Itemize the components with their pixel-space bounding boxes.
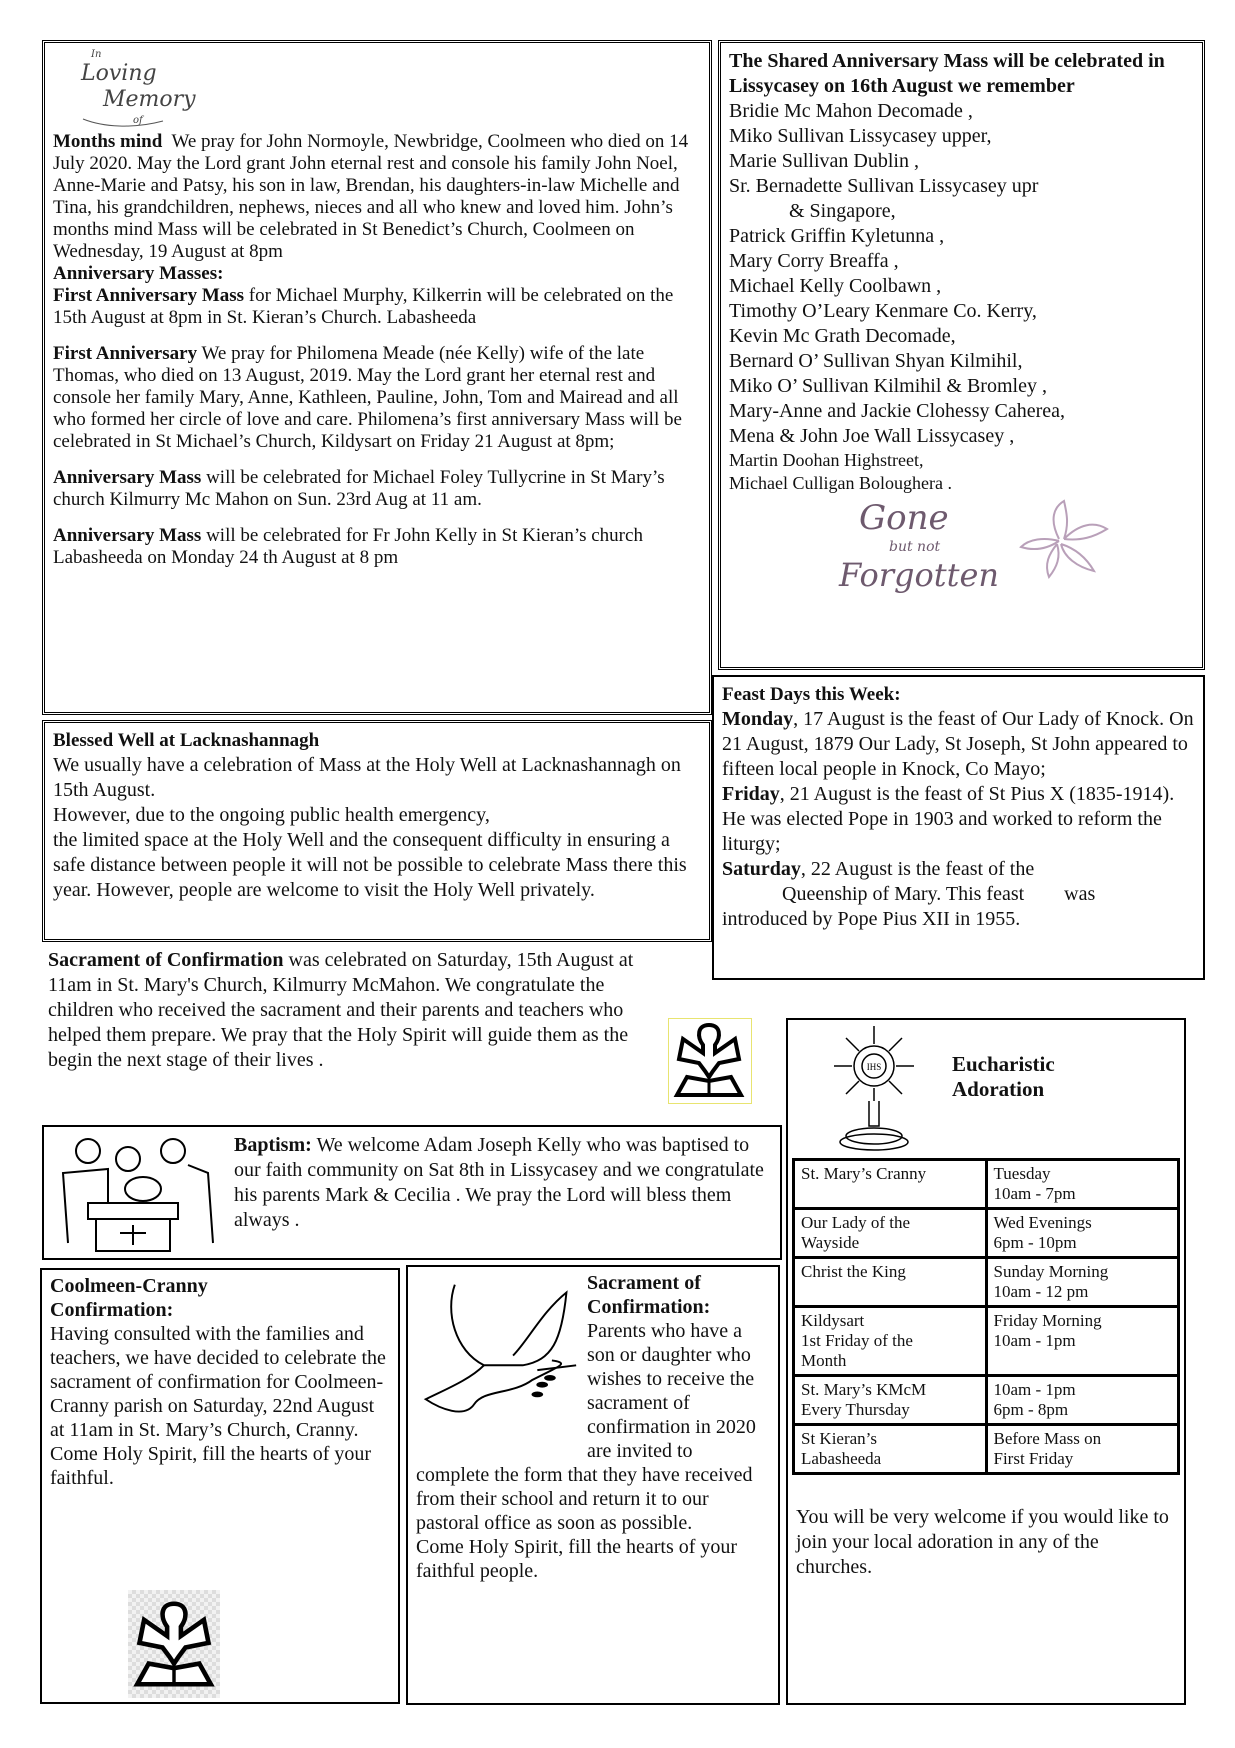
- baptism-paragraph: [234, 1133, 770, 1233]
- monday-label: Monday: [722, 708, 794, 730]
- baptism-font-icon: [48, 1131, 226, 1255]
- anniv-mass1-heading: Anniversary Mass: [53, 467, 202, 488]
- sacrament-text: Parents who have a son or daughter who wishes to receive the sacrament of confirmation in 2020 are invited to complete the form that they have received from their school and return it to our pastoral office as soon as possible.: [416, 1320, 756, 1534]
- confirmation-notice-text: was celebrated on Saturday, 15th August at 11am in St. Mary's Church, Kilmurry McMahon. We congratulate the children who received the sacrament and their parents and teachers who helped them prepare. We pray that the Holy Spirit will guide them as the begin the next stage of their lives .: [48, 949, 634, 1071]
- feast-monday: [722, 707, 1195, 782]
- logo-loving: Loving: [81, 61, 157, 86]
- anniversary-mass-1: [53, 467, 701, 511]
- confirmation-notice-paragraph: [48, 948, 658, 1073]
- baptism-heading: Baptism:: [234, 1134, 312, 1156]
- name-item: Michael Culligan Boloughera .: [729, 473, 952, 493]
- shared-anniversary-box: [718, 40, 1205, 670]
- anniv-mass2-heading: Anniversary Mass: [53, 525, 202, 546]
- adoration-row: [794, 1307, 1179, 1376]
- adoration-time-cell: 10am - 1pm 6pm - 8pm: [986, 1376, 1179, 1425]
- adoration-church-cell: Our Lady of the Wayside: [794, 1209, 987, 1258]
- logo-forgotten: Forgotten: [839, 556, 1000, 594]
- months-mind-text: We pray for John Normoyle, Newbridge, Coolmeen who died on 14 July 2020. May the Lord grant John eternal rest and console his family John Noel, Anne-Marie and Patsy, his son in law, Brendan, his daughters-in-law Michelle and Tina, his grandchildren, nephews, nieces and all who knew and loved him. John’s months mind Mass will be celebrated in St Benedict’s Church, Coolmeen on Wednesday, 19 August at 8pm: [53, 131, 689, 262]
- sacrament-confirmation-box: [406, 1265, 780, 1705]
- adoration-time-cell: Wed Evenings 6pm - 10pm: [986, 1209, 1179, 1258]
- first-anniversary-mass: [53, 285, 701, 329]
- coolmeen-cranny-box: [40, 1268, 400, 1704]
- blessed-well-text: We usually have a celebration of Mass at the Holy Well at Lacknashannagh on 15th August.: [53, 754, 681, 801]
- eucharistic-adoration-box: [786, 1018, 1186, 1705]
- blessed-well-text-2: However, due to the ongoing public health emergency,: [53, 804, 490, 826]
- confirmation-notice: [48, 948, 658, 1118]
- adoration-time-cell: Friday Morning 10am - 1pm: [986, 1307, 1179, 1376]
- in-loving-memory-logo: [73, 49, 701, 131]
- name-item: Mary Corry Breaffa ,: [729, 250, 899, 272]
- coolmeen-text: Having consulted with the families and teachers, we have decided to celebrate the sacrament of confirmation for Coolmeen-Cranny parish on Saturday, 22nd August at 11am in St. Mary’s Church, Cranny. Come Holy Spirit, fill the hearts of your faithful.: [50, 1323, 386, 1489]
- sacrament-text-2: Come Holy Spirit, fill the hearts of your faithful people.: [416, 1536, 738, 1582]
- adoration-row: [794, 1258, 1179, 1307]
- friday-label: Friday: [722, 783, 780, 805]
- saturday-text: , 22 August is the feast of the: [800, 858, 1035, 880]
- name-item: Michael Kelly Coolbawn ,: [729, 275, 942, 297]
- shared-anniversary-heading: The Shared Anniversary Mass will be celebrated in Lissycasey on 16th August we remember: [729, 50, 1165, 97]
- logo-memory: Memory: [103, 87, 196, 112]
- logo-of: of: [133, 115, 143, 126]
- first-anniv-text: We pray for Philomena Meade (née Kelly) wife of the late Thomas, who died on 13 August, 2019. May the Lord grant her eternal rest and console her family Mary, Anne, Kathleen, Pauline, John, Tom and Mairead and all who formed her circle of love and care. Philomena’s first anniversary Mass will be celebrated in St Michael’s Church, Kildysart on Friday 21 August at 8pm;: [53, 343, 682, 452]
- adoration-row: [794, 1160, 1179, 1209]
- feast-saturday-2: Queenship of Mary. This feast was: [782, 883, 1096, 905]
- confirmation-notice-heading: Sacrament of Confirmation: [48, 949, 284, 971]
- feast-friday: [722, 782, 1195, 857]
- baptism-box: [42, 1125, 782, 1260]
- adoration-footer: You will be very welcome if you would like to join your local adoration in any of the churches.: [796, 1506, 1169, 1578]
- lily-icon: [1019, 499, 1109, 579]
- name-item: Mary-Anne and Jackie Clohessy Caherea,: [729, 400, 1065, 422]
- sacrament-heading: Sacrament of Confirmation:: [587, 1272, 711, 1318]
- adoration-row: [794, 1376, 1179, 1425]
- friday-text: , 21 August is the feast of St Pius X (1835-1914). He was elected Pope in 1903 and worked to reform the liturgy;: [722, 783, 1175, 855]
- logo-in: In: [91, 49, 102, 60]
- blessed-well-box: [42, 720, 712, 942]
- blessed-well-text-3: the limited space at the Holy Well and the consequent difficulty in ensuring a safe distance between people it will not be possible to celebrate Mass there this year. However, people are welcome to visit the Holy Well privately.: [53, 829, 687, 901]
- anniv-mass2-text: will be celebrated for Fr John Kelly in St Kieran’s church Labasheeda on Monday 24 th August at 8 pm: [53, 525, 643, 568]
- ihs-label: IHS: [866, 1062, 882, 1072]
- first-anniversary: [53, 343, 701, 453]
- logo-gone: Gone: [859, 498, 949, 538]
- dove-book-icon: [668, 1018, 752, 1104]
- monstrance-icon: [814, 1026, 934, 1156]
- adoration-time-cell: Before Mass on First Friday: [986, 1425, 1179, 1474]
- adoration-time-cell: Sunday Morning 10am - 12 pm: [986, 1258, 1179, 1307]
- name-item: Martin Doohan Highstreet,: [729, 450, 924, 470]
- dove-olive-branch-icon: [416, 1273, 581, 1443]
- anniversary-mass-2: [53, 525, 701, 569]
- name-item: & Singapore,: [789, 200, 896, 222]
- adoration-row: [794, 1425, 1179, 1474]
- name-item: Patrick Griffin Kyletunna ,: [729, 225, 945, 247]
- feast-saturday: [722, 857, 1195, 882]
- anniversary-heading: Anniversary Masses:: [53, 263, 224, 284]
- name-item: Mena & John Joe Wall Lissycasey ,: [729, 425, 1015, 447]
- adoration-church-cell: St Kieran’s Labasheeda: [794, 1425, 987, 1474]
- baptism-illustration: [48, 1131, 226, 1255]
- feast-days-box: [712, 675, 1205, 980]
- memory-box: [42, 40, 712, 715]
- feast-days-heading: Feast Days this Week:: [722, 684, 901, 705]
- adoration-church-cell: St. Mary’s Cranny: [794, 1160, 987, 1209]
- coolmeen-heading: Coolmeen-Cranny Confirmation:: [50, 1275, 208, 1321]
- months-mind-paragraph: [53, 131, 701, 263]
- adoration-header: [792, 1020, 1180, 1158]
- remembered-names-list: [729, 99, 1194, 495]
- first-anniv-mass-text: for Michael Murphy, Kilkerrin will be celebrated on the 15th August at 8pm in St. Kieran’s Church. Labasheeda: [53, 285, 674, 328]
- baptism-text: We welcome Adam Joseph Kelly who was baptised to our faith community on Sat 8th in Lissycasey and we congratulate his parents Mark & Cecilia . We pray the Lord will bless them always .: [234, 1134, 764, 1231]
- name-item: Miko O’ Sullivan Kilmihil & Bromley ,: [729, 375, 1047, 397]
- gone-but-not-forgotten-logo: [729, 499, 1194, 603]
- adoration-time-cell: Tuesday 10am - 7pm: [986, 1160, 1179, 1209]
- adoration-church-cell: Christ the King: [794, 1258, 987, 1307]
- adoration-church-cell: St. Mary’s KMcM Every Thursday: [794, 1376, 987, 1425]
- name-item: Timothy O’Leary Kenmare Co. Kerry,: [729, 300, 1037, 322]
- name-item: Sr. Bernadette Sullivan Lissycasey upr: [729, 175, 1039, 197]
- monday-text: , 17 August is the feast of Our Lady of Knock. On 21 August, 1879 Our Lady, St Joseph, St John appeared to fifteen local people in Knock, Co Mayo;: [722, 708, 1194, 780]
- anniv-mass1-text: will be celebrated for Michael Foley Tullycrine in St Mary’s church Kilmurry Mc Mahon on Sun. 23rd Aug at 11 am.: [53, 467, 665, 510]
- adoration-row: [794, 1209, 1179, 1258]
- name-item: Bernard O’ Sullivan Shyan Kilmihil,: [729, 350, 1023, 372]
- adoration-schedule-table: [792, 1158, 1180, 1475]
- first-anniv-mass-heading: First Anniversary Mass: [53, 285, 245, 306]
- months-mind-heading: Months mind: [53, 131, 163, 152]
- name-item: Miko Sullivan Lissycasey upper,: [729, 125, 992, 147]
- saturday-label: Saturday: [722, 858, 801, 880]
- dove-book-icon: [128, 1590, 220, 1698]
- logo-but-not: but not: [889, 539, 941, 555]
- adoration-church-cell: Kildysart 1st Friday of the Month: [794, 1307, 987, 1376]
- name-item: Marie Sullivan Dublin ,: [729, 150, 919, 172]
- name-item: Kevin Mc Grath Decomade,: [729, 325, 956, 347]
- feast-saturday-3: introduced by Pope Pius XII in 1955.: [722, 908, 1021, 930]
- name-item: Bridie Mc Mahon Decomade ,: [729, 100, 973, 122]
- blessed-well-heading: Blessed Well at Lacknashannagh: [53, 730, 320, 751]
- first-anniv-heading: First Anniversary: [53, 343, 198, 364]
- adoration-heading: Eucharistic Adoration: [952, 1052, 1055, 1101]
